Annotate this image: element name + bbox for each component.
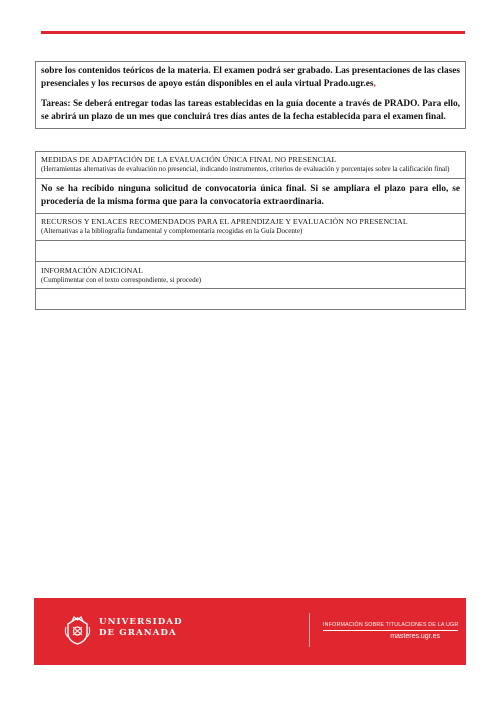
footer-divider xyxy=(309,613,310,647)
footer-banner xyxy=(34,598,466,665)
additional-header xyxy=(36,261,465,289)
additional-subtitle: (Cumplimentar con el texto correspondiente, si procede) xyxy=(41,275,202,284)
header-rule xyxy=(41,31,465,34)
measures-header xyxy=(36,152,465,178)
measures-title: MEDIDAS DE ADAPTACIÓN DE LA EVALUACIÓN ÚNICA FINAL NO PRESENCIAL xyxy=(41,155,337,164)
titulaciones-info: INFORMACIÓN SOBRE TITULACIONES DE LA UGR xyxy=(323,622,458,631)
measures-body xyxy=(36,178,465,214)
resources-title: RECURSOS Y ENLACES RECOMENDADOS PARA EL APRENDIZAJE Y EVALUACIÓN NO PRESENCIAL xyxy=(41,217,408,227)
university-crest-icon xyxy=(64,615,91,646)
resources-subtitle: (Alternativas a la bibliografía fundamental y complementaria recogidas en la Guía Docente) xyxy=(41,227,303,236)
tasks-paragraph: Tareas: Se deberá entregar todas las tareas establecidas en la guía docente a través de PRADO. Para ello, se abrirá un plazo de un mes que concluirá tres días antes de la fecha establecida para el examen final. xyxy=(41,98,460,123)
measures-text: No se ha recibido ninguna solicitud de convocatoria única final. Si se ampliara el plazo para ello, se procedería de la misma forma que para la convocatoria extraordinaria. xyxy=(41,183,460,207)
website-link[interactable]: masteres.ugr.es xyxy=(390,633,440,640)
university-name: UNIVERSIDAD DE GRANADA xyxy=(99,617,183,638)
resources-body xyxy=(36,240,465,261)
additional-body xyxy=(36,288,465,309)
adaptation-table xyxy=(35,151,466,310)
evaluation-continuation-box xyxy=(35,61,466,129)
resources-header xyxy=(36,213,465,240)
exam-paragraph: sobre los contenidos teóricos de la materia. El examen podrá ser grabado. Las presentaciones de las clases presenciales y los recursos de apoyo están disponibles en el aula virtual Prado.ugr.es, xyxy=(41,66,460,90)
measures-subtitle: (Herramientas alternativas de evaluación no presencial, indicando instrumentos, criterios de evaluación y porcentajes sobre la calificación final) xyxy=(41,165,450,173)
additional-title: INFORMACIÓN ADICIONAL xyxy=(41,265,143,275)
